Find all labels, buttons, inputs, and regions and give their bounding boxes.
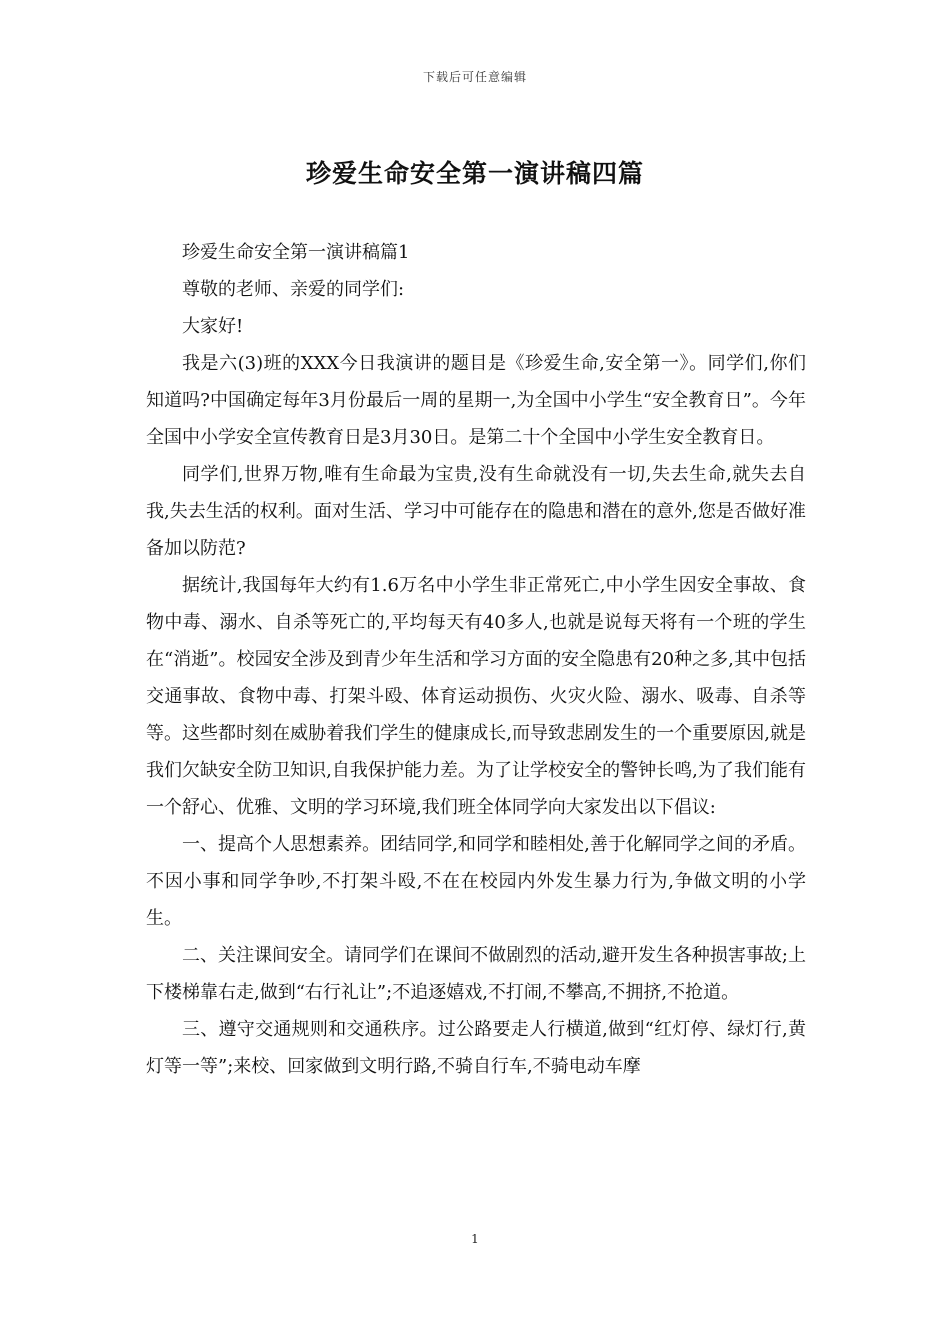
paragraph-value-of-life: 同学们,世界万物,唯有生命最为宝贵,没有生命就没有一切,失去生命,就失去自我,失去生活的权利。面对生活、学习中可能存在的隐患和潜在的意外,您是否做好准备加以防范? xyxy=(146,464,806,559)
paragraph-proposal-1: 一、提高个人思想素养。团结同学,和同学和睦相处,善于化解同学之间的矛盾。不因小事和同学争吵,不打架斗殴,不在在校园内外发生暴力行为,争做文明的小学生。 xyxy=(146,834,806,929)
document-title: 珍爱生命安全第一演讲稿四篇 xyxy=(305,159,644,188)
header-note: 下载后可任意编辑 xyxy=(422,70,527,84)
paragraph-proposal-3: 三、遵守交通规则和交通秩序。过公路要走人行横道,做到“红灯停、绿灯行,黄灯等一等”;来校、回家做到文明行路,不骑自行车,不骑电动车摩 xyxy=(146,1019,806,1077)
salutation: 尊敬的老师、亲爱的同学们: xyxy=(182,279,405,300)
paragraph-intro: 我是六(3)班的XXX今日我演讲的题目是《珍爱生命,安全第一》。同学们,你们知道吗?中国确定每年3月份最后一周的星期一,为全国中小学生“安全教育日”。今年全国中小学安全宣传教育日是3月30日。是第二十个全国中小学生安全教育日。 xyxy=(146,353,806,448)
greeting: 大家好! xyxy=(182,316,244,337)
document-body xyxy=(146,234,806,1085)
paragraph-proposal-2: 二、关注课间安全。请同学们在课间不做剧烈的活动,避开发生各种损害事故;上下楼梯靠右走,做到“右行礼让”;不追逐嬉戏,不打闹,不攀高,不拥挤,不抢道。 xyxy=(146,945,806,1003)
page-number: 1 xyxy=(471,1232,479,1246)
paragraph-statistics: 据统计,我国每年大约有1.6万名中小学生非正常死亡,中小学生因安全事故、食物中毒、溺水、自杀等死亡的,平均每天有40多人,也就是说每天将有一个班的学生在“消逝”。校园安全涉及到青少年生活和学习方面的安全隐患有20种之多,其中包括交通事故、食物中毒、打架斗殴、体育运动损伤、火灾火险、溺水、吸毒、自杀等等。这些都时刻在威胁着我们学生的健康成长,而导致悲剧发生的一个重要原因,就是我们欠缺安全防卫知识,自我保护能力差。为了让学校安全的警钟长鸣,为了我们能有一个舒心、优雅、文明的学习环境,我们班全体同学向大家发出以下倡议: xyxy=(146,575,806,818)
section-heading: 珍爱生命安全第一演讲稿篇1 xyxy=(182,242,410,263)
